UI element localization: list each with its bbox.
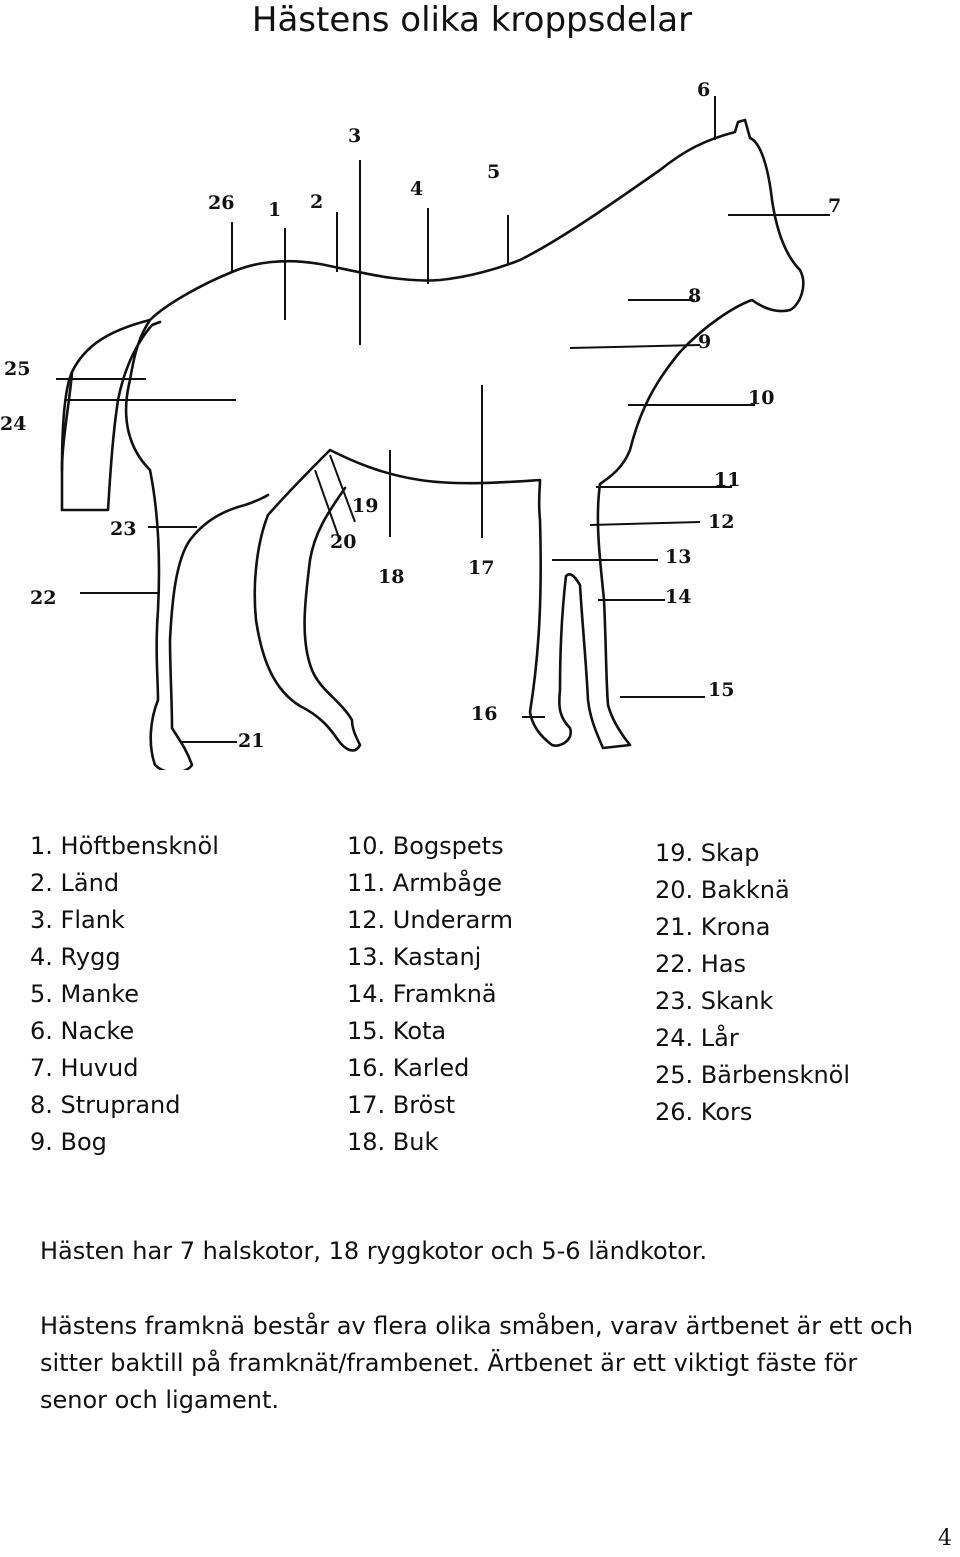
label-10: 10 (748, 387, 775, 409)
label-9: 9 (698, 331, 712, 353)
legend-column-1 (30, 828, 219, 1161)
legend-item: 23. Skank (655, 987, 774, 1015)
legend-item: 1. Höftbensknöl (30, 832, 219, 860)
label-12: 12 (708, 511, 735, 533)
label-2: 2 (310, 191, 324, 213)
label-13: 13 (665, 546, 692, 568)
legend-item: 19. Skap (655, 839, 760, 867)
label-22: 22 (30, 587, 57, 609)
legend-item: 6. Nacke (30, 1017, 135, 1045)
label-23: 23 (110, 518, 137, 540)
label-15: 15 (708, 679, 735, 701)
label-14: 14 (665, 586, 692, 608)
legend-item: 2. Länd (30, 869, 120, 897)
legend-column-3 (655, 835, 850, 1131)
label-16: 16 (471, 703, 498, 725)
legend-item: 14. Framknä (347, 980, 497, 1008)
label-3: 3 (348, 125, 362, 147)
horse-body-outline (232, 120, 803, 750)
legend-item: 26. Kors (655, 1098, 753, 1126)
label-18: 18 (378, 566, 405, 588)
label-5: 5 (487, 161, 501, 183)
legend-item: 25. Bärbensknöl (655, 1061, 851, 1089)
knee-paragraph: Hästens framknä består av flera olika småben, varav ärtbenet är ett och sitter baktill på framknät/frambenet. Ärtbenet är ett viktigt fäste för senor och ligament. (40, 1312, 914, 1414)
legend-item: 7. Huvud (30, 1054, 139, 1082)
legend-item: 11. Armbåge (347, 869, 502, 897)
legend-item: 5. Manke (30, 980, 139, 1008)
label-17: 17 (468, 557, 495, 579)
page-number: 4 (938, 1526, 952, 1551)
legend-item: 22. Has (655, 950, 747, 978)
horse-diagram (0, 50, 960, 770)
label-11: 11 (714, 469, 741, 491)
label-26: 26 (208, 192, 235, 214)
legend-item: 8. Struprand (30, 1091, 181, 1119)
label-7: 7 (828, 195, 842, 217)
legend-item: 16. Karled (347, 1054, 470, 1082)
legend-item: 4. Rygg (30, 943, 121, 971)
legend-item: 13. Kastanj (347, 943, 482, 971)
legend-item: 17. Bröst (347, 1091, 456, 1119)
label-1: 1 (268, 199, 282, 221)
label-8: 8 (688, 285, 702, 307)
horse-rear-outline (62, 272, 268, 770)
legend-item: 21. Krona (655, 913, 771, 941)
label-4: 4 (410, 178, 424, 200)
legend-item: 3. Flank (30, 906, 125, 934)
label-6: 6 (697, 79, 711, 101)
legend-item: 24. Lår (655, 1024, 739, 1052)
legend-item: 20. Bakknä (655, 876, 790, 904)
legend-item: 15. Kota (347, 1017, 447, 1045)
label-19: 19 (352, 495, 379, 517)
label-24: 24 (0, 413, 27, 435)
page-title: Hästens olika kroppsdelar (251, 0, 693, 40)
label-20: 20 (330, 531, 357, 553)
legend-item: 12. Underarm (347, 906, 513, 934)
legend-item: 18. Buk (347, 1128, 439, 1156)
legend-item: 9. Bog (30, 1128, 107, 1156)
vertebrae-paragraph: Hästen har 7 halskotor, 18 ryggkotor och 5-6 ländkotor. (40, 1237, 708, 1265)
legend-item: 10. Bogspets (347, 832, 504, 860)
label-25: 25 (4, 358, 31, 380)
label-21: 21 (238, 730, 265, 752)
legend-column-2 (347, 828, 513, 1161)
